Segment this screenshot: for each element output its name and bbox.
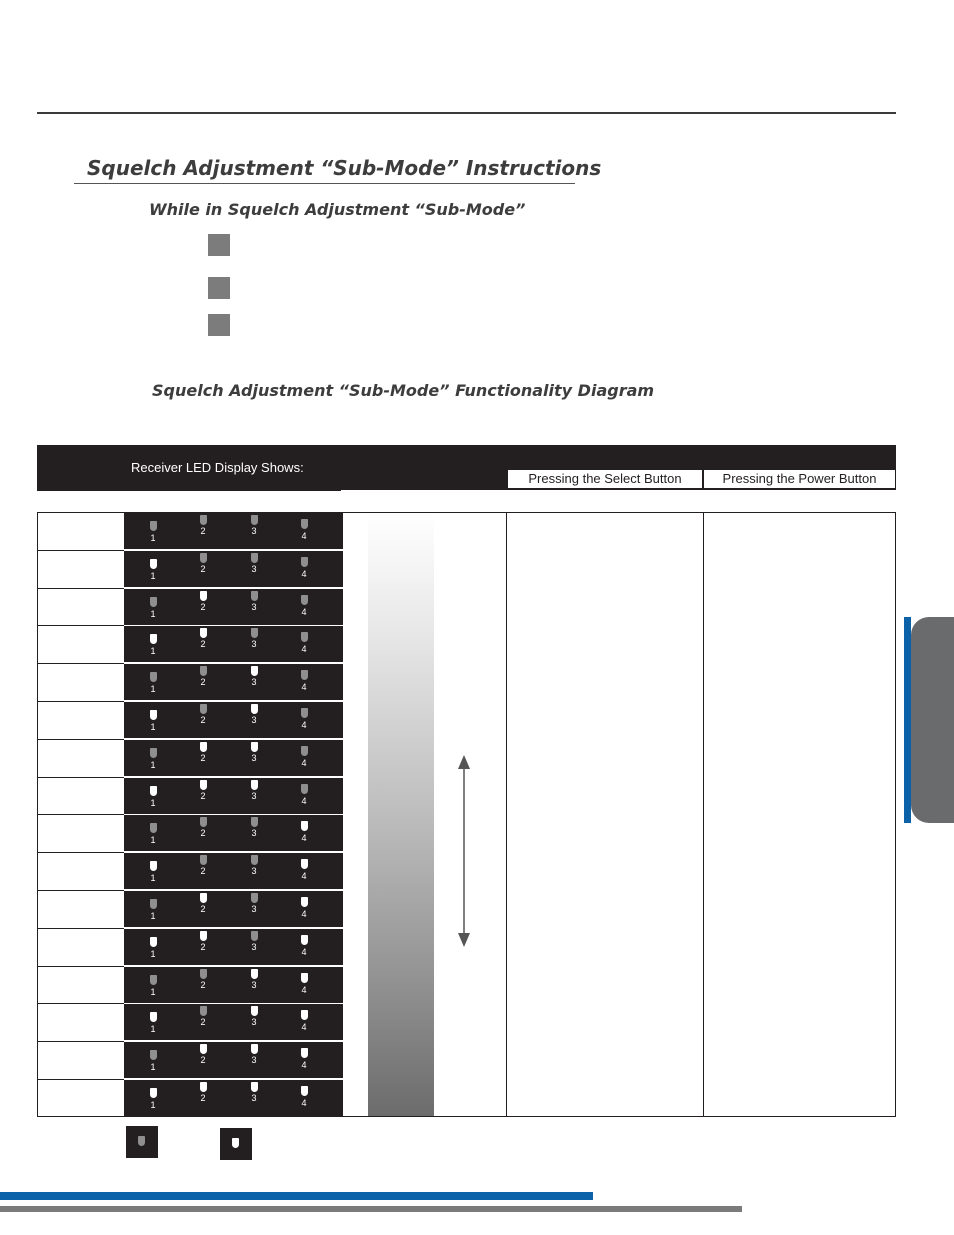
led-on-icon	[150, 861, 157, 871]
led-number-label: 1	[150, 835, 156, 845]
legend-led-off	[126, 1126, 158, 1158]
led-number-label: 1	[150, 609, 156, 619]
led-number-label: 1	[150, 722, 156, 732]
led-off-icon	[150, 672, 157, 682]
led-on-icon	[200, 1044, 207, 1054]
led-display-row	[124, 664, 343, 700]
squelch-gradient-bar	[368, 513, 434, 1116]
column-divider	[506, 512, 507, 1117]
led-off-icon	[200, 704, 207, 714]
led-number-label: 2	[200, 866, 206, 876]
led-number-label: 3	[251, 904, 257, 914]
row-label-cell	[37, 588, 124, 625]
led-number-label: 3	[251, 1017, 257, 1027]
led-number-label: 4	[301, 682, 307, 692]
led-number-label: 3	[251, 602, 257, 612]
led-number-label: 2	[200, 791, 206, 801]
led-number-label: 1	[150, 1062, 156, 1072]
led-number-label: 3	[251, 828, 257, 838]
led-on-icon	[251, 666, 258, 676]
led-off-icon	[251, 515, 258, 525]
led-off-icon	[301, 595, 308, 605]
led-number-label: 4	[301, 1060, 307, 1070]
row-label-cell	[37, 814, 124, 851]
led-number-label: 1	[150, 646, 156, 656]
led-number-label: 2	[200, 942, 206, 952]
led-off-icon	[301, 670, 308, 680]
led-on-icon	[251, 1044, 258, 1054]
led-number-label: 1	[150, 1100, 156, 1110]
row-label-cell	[37, 1079, 124, 1116]
led-number-label: 3	[251, 715, 257, 725]
led-off-icon	[150, 1050, 157, 1060]
led-number-label: 3	[251, 980, 257, 990]
section-subtitle: While in Squelch Adjustment “Sub-Mode”	[149, 200, 526, 219]
led-on-icon	[200, 742, 207, 752]
led-on-icon	[251, 704, 258, 714]
led-display-row	[124, 853, 343, 889]
led-on-icon	[251, 969, 258, 979]
led-off-icon	[200, 666, 207, 676]
led-number-label: 4	[301, 909, 307, 919]
led-number-label: 3	[251, 791, 257, 801]
led-on-icon	[150, 634, 157, 644]
led-on-icon	[200, 931, 207, 941]
led-number-label: 3	[251, 753, 257, 763]
led-number-label: 4	[301, 1022, 307, 1032]
led-on-icon	[301, 973, 308, 983]
led-number-label: 2	[200, 904, 206, 914]
led-on-icon	[200, 1082, 207, 1092]
led-number-label: 4	[301, 1098, 307, 1108]
led-number-label: 2	[200, 602, 206, 612]
up-down-arrow-icon	[454, 755, 474, 947]
led-number-label: 4	[301, 796, 307, 806]
led-off-icon	[251, 553, 258, 563]
row-label-cell	[37, 928, 124, 965]
led-display-row	[124, 626, 343, 662]
led-number-label: 2	[200, 715, 206, 725]
led-on-icon	[301, 935, 308, 945]
led-display-row	[124, 551, 343, 587]
led-off-icon	[200, 553, 207, 563]
led-number-label: 4	[301, 833, 307, 843]
led-number-label: 2	[200, 753, 206, 763]
led-display-row	[124, 702, 343, 738]
led-off-icon	[150, 748, 157, 758]
led-number-label: 2	[200, 980, 206, 990]
led-on-icon	[200, 591, 207, 601]
led-number-label: 4	[301, 947, 307, 957]
led-off-icon	[150, 823, 157, 833]
led-number-label: 3	[251, 677, 257, 687]
led-off-icon	[251, 591, 258, 601]
led-off-icon	[200, 969, 207, 979]
led-on-icon	[200, 893, 207, 903]
led-display-row	[124, 1042, 343, 1078]
row-label-cell	[37, 890, 124, 927]
led-off-icon	[150, 975, 157, 985]
led-on-icon	[301, 1010, 308, 1020]
led-number-label: 4	[301, 758, 307, 768]
side-tab-accent	[904, 617, 911, 823]
row-label-cell	[37, 625, 124, 662]
side-tab	[911, 617, 954, 823]
led-number-label: 4	[301, 871, 307, 881]
bullet-square-icon	[208, 314, 230, 336]
led-on-icon	[251, 1082, 258, 1092]
led-number-label: 2	[200, 1093, 206, 1103]
led-number-label: 2	[200, 564, 206, 574]
led-on-icon	[301, 859, 308, 869]
led-number-label: 3	[251, 639, 257, 649]
row-label-cell	[37, 512, 124, 549]
led-off-icon	[150, 521, 157, 531]
led-on-icon	[200, 628, 207, 638]
led-number-label: 3	[251, 1055, 257, 1065]
row-label-cell	[37, 777, 124, 814]
led-off-icon	[200, 1006, 207, 1016]
led-on-icon	[150, 710, 157, 720]
led-off-icon	[251, 817, 258, 827]
led-on-icon	[150, 1012, 157, 1022]
row-label-cell	[37, 701, 124, 738]
bullet-square-icon	[208, 234, 230, 256]
led-display-row	[124, 815, 343, 851]
led-number-label: 1	[150, 760, 156, 770]
led-on-icon	[232, 1138, 239, 1148]
led-off-icon	[150, 899, 157, 909]
led-number-label: 2	[200, 1017, 206, 1027]
led-number-label: 1	[150, 798, 156, 808]
row-label-cell	[37, 1041, 124, 1078]
power-button-header: Pressing the Power Button	[703, 469, 896, 489]
led-number-label: 1	[150, 533, 156, 543]
led-off-icon	[200, 855, 207, 865]
receiver-header: Receiver LED Display Shows:	[131, 460, 304, 475]
led-off-icon	[251, 931, 258, 941]
led-number-label: 3	[251, 564, 257, 574]
led-off-icon	[301, 557, 308, 567]
led-number-label: 4	[301, 607, 307, 617]
led-number-label: 4	[301, 644, 307, 654]
led-on-icon	[301, 1086, 308, 1096]
led-off-icon	[301, 708, 308, 718]
led-off-icon	[301, 632, 308, 642]
led-off-icon	[150, 597, 157, 607]
led-number-label: 1	[150, 684, 156, 694]
led-number-label: 1	[150, 873, 156, 883]
led-number-label: 1	[150, 1024, 156, 1034]
led-number-label: 2	[200, 1055, 206, 1065]
led-display-row	[124, 1080, 343, 1116]
led-number-label: 3	[251, 1093, 257, 1103]
led-off-icon	[301, 519, 308, 529]
row-label-cell	[37, 550, 124, 587]
row-label-cell	[37, 966, 124, 1003]
row-label-cell	[37, 739, 124, 776]
led-number-label: 1	[150, 987, 156, 997]
led-off-icon	[200, 817, 207, 827]
led-number-label: 1	[150, 911, 156, 921]
led-number-label: 2	[200, 639, 206, 649]
led-on-icon	[251, 1006, 258, 1016]
led-display-row	[124, 967, 343, 1003]
led-off-icon	[200, 515, 207, 525]
led-number-label: 1	[150, 571, 156, 581]
bullet-square-icon	[208, 277, 230, 299]
led-on-icon	[301, 897, 308, 907]
led-display-row	[124, 589, 343, 625]
led-number-label: 2	[200, 677, 206, 687]
led-on-icon	[251, 780, 258, 790]
led-number-label: 4	[301, 531, 307, 541]
led-off-icon	[251, 855, 258, 865]
row-label-cell	[37, 852, 124, 889]
led-display-row	[124, 513, 343, 549]
led-on-icon	[150, 937, 157, 947]
led-off-icon	[251, 893, 258, 903]
led-on-icon	[301, 821, 308, 831]
row-label-cell	[37, 663, 124, 700]
led-on-icon	[251, 742, 258, 752]
led-display-row	[124, 778, 343, 814]
title-underline	[74, 183, 575, 184]
select-button-header: Pressing the Select Button	[507, 469, 703, 489]
led-on-icon	[200, 780, 207, 790]
diagram-title: Squelch Adjustment “Sub-Mode” Functionality Diagram	[152, 381, 655, 400]
led-number-label: 4	[301, 720, 307, 730]
led-number-label: 3	[251, 942, 257, 952]
column-divider	[703, 512, 704, 1117]
led-number-label: 1	[150, 949, 156, 959]
led-off-icon	[301, 746, 308, 756]
page-title: Squelch Adjustment “Sub-Mode” Instructions	[87, 156, 602, 180]
led-number-label: 3	[251, 526, 257, 536]
led-on-icon	[150, 1088, 157, 1098]
led-on-icon	[150, 786, 157, 796]
led-number-label: 4	[301, 569, 307, 579]
row-label-cell	[37, 1003, 124, 1040]
led-display-row	[124, 1004, 343, 1040]
led-on-icon	[150, 559, 157, 569]
header-underline	[37, 489, 341, 491]
led-display-row	[124, 891, 343, 927]
led-off-icon	[251, 628, 258, 638]
top-rule	[37, 112, 896, 114]
legend-led-on	[220, 1128, 252, 1160]
led-number-label: 2	[200, 526, 206, 536]
led-number-label: 3	[251, 866, 257, 876]
led-off-icon	[138, 1136, 145, 1146]
led-number-label: 4	[301, 985, 307, 995]
led-display-row	[124, 740, 343, 776]
led-on-icon	[301, 1048, 308, 1058]
led-off-icon	[301, 784, 308, 794]
led-display-row	[124, 929, 343, 965]
footer-blue-bar	[0, 1192, 593, 1200]
footer-gray-bar	[0, 1206, 742, 1212]
led-number-label: 2	[200, 828, 206, 838]
